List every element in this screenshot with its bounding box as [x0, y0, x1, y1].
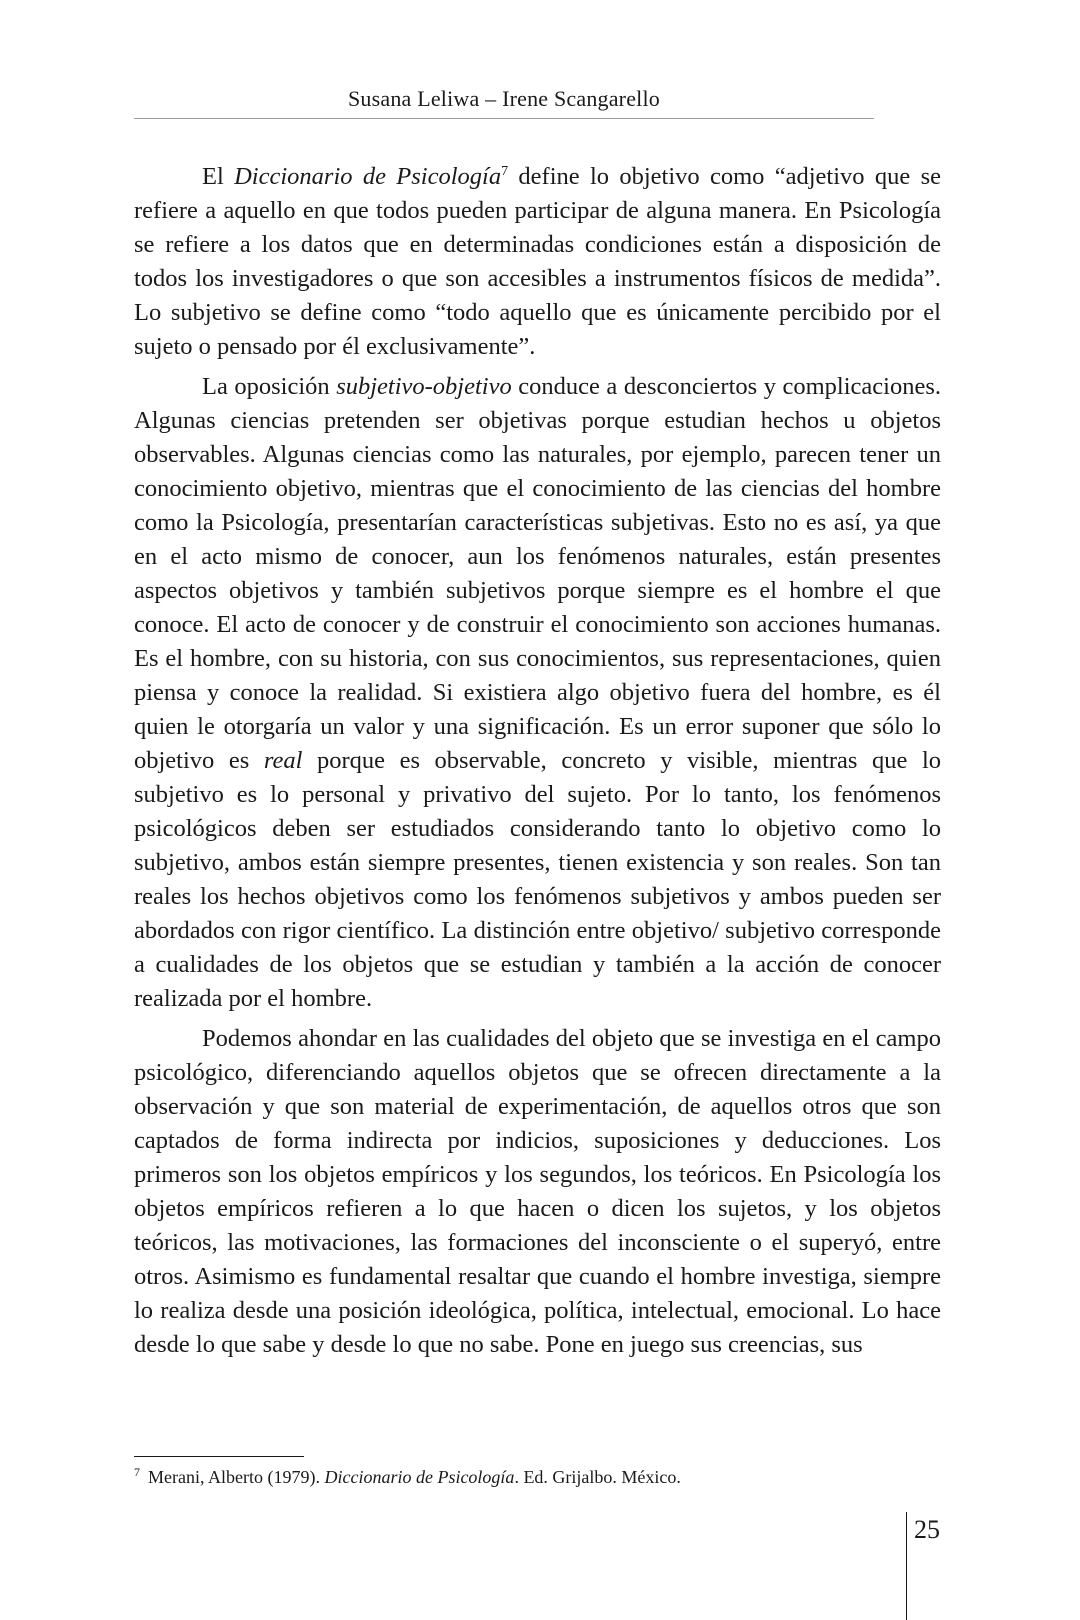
page-number: 25: [914, 1515, 940, 1544]
text-run: La oposición: [202, 373, 337, 400]
footnote-ref: 7: [501, 163, 509, 179]
book-title: Diccionario de Psicología: [234, 163, 502, 190]
footnote-divider: [134, 1456, 304, 1457]
footnote-marker: 7: [134, 1465, 140, 1479]
paragraph-2: [134, 370, 941, 1016]
emphasis-term: subjetivo-objetivo: [336, 373, 512, 400]
page-number-rule: [906, 1512, 907, 1620]
footnote-book-title: Diccionario de Psicología: [324, 1467, 515, 1487]
footnote-text: Merani, Alberto (1979).: [148, 1467, 325, 1487]
text-run: define lo objetivo como “adjetivo que se refiere a aquello en que todos pueden participar de alguna manera. En Psicología se refiere a los datos que en determinadas condiciones están a disposición de todos los investigadores o que son accesibles a instrumentos físicos de medida”. Lo subjetivo se define como “todo aquello que es únicamente percibido por el sujeto o pensado por él exclusivamente”.: [134, 163, 941, 360]
running-header: Susana Leliwa – Irene Scangarello: [347, 86, 661, 111]
paragraph-1: [134, 160, 941, 364]
text-run: porque es observable, concreto y visible, mientras que lo subjetivo es lo personal y privativo del sujeto. Por lo tanto, los fenómenos psicológicos deben ser estudiados considerando tanto lo objetivo como lo subjetivo, ambos están siempre presentes, tienen existencia y son reales. Son tan reales los hechos objetivos como los fenómenos subjetivos y ambos pueden ser abordados con rigor científico. La distinción entre objetivo/ subjetivo corresponde a cualidades de los objetos que se estudian y también a la acción de conocer realizada por el hombre.: [134, 747, 941, 1012]
footnote-text: . Ed. Grijalbo. México.: [514, 1467, 681, 1487]
header-divider: [134, 118, 874, 119]
text-run: conduce a desconciertos y complicaciones. Algunas ciencias pretenden ser objetivas porque estudian hechos u objetos observables. Algunas ciencias como las naturales, por ejemplo, parecen tener un conocimiento objetivo, mientras que el conocimiento de las ciencias del hombre como la Psicología, presentarían características subjetivas. Esto no es así, ya que en el acto mismo de conocer, aun los fenómenos naturales, están presentes aspectos objetivos y también subjetivos porque siempre es el hombre el que conoce. El acto de conocer y de construir el conocimiento son acciones humanas. Es el hombre, con su historia, con sus conocimientos, sus representaciones, quien piensa y conoce la realidad. Si existiera algo objetivo fuera del hombre, es él quien le otorgaría un valor y una significación. Es un error suponer que sólo lo objetivo es: [134, 373, 941, 774]
main-text: [134, 160, 941, 1368]
footnote: [134, 1465, 941, 1489]
paragraph-3: [134, 1022, 941, 1362]
text-run: Podemos ahondar en las cualidades del objeto que se investiga en el campo psicológico, diferenciando aquellos objetos que se ofrecen directamente a la observación y que son material de experimentación, de aquellos otros que son captados de forma indirecta por indicios, suposiciones y deducciones. Los primeros son los objetos empíricos y los segundos, los teóricos. En Psicología los objetos empíricos refieren a lo que hacen o dicen los sujetos, y los objetos teóricos, las motivaciones, las formaciones del inconsciente o el superyó, entre otros. Asimismo es fundamental resaltar que cuando el hombre investiga, siempre lo realiza desde una posición ideológica, política, intelectual, emocional. Lo hace desde lo que sabe y desde lo que no sabe. Pone en juego sus creencias, sus: [134, 1025, 941, 1358]
emphasis-term: real: [263, 747, 303, 774]
text-run: El: [202, 163, 235, 190]
